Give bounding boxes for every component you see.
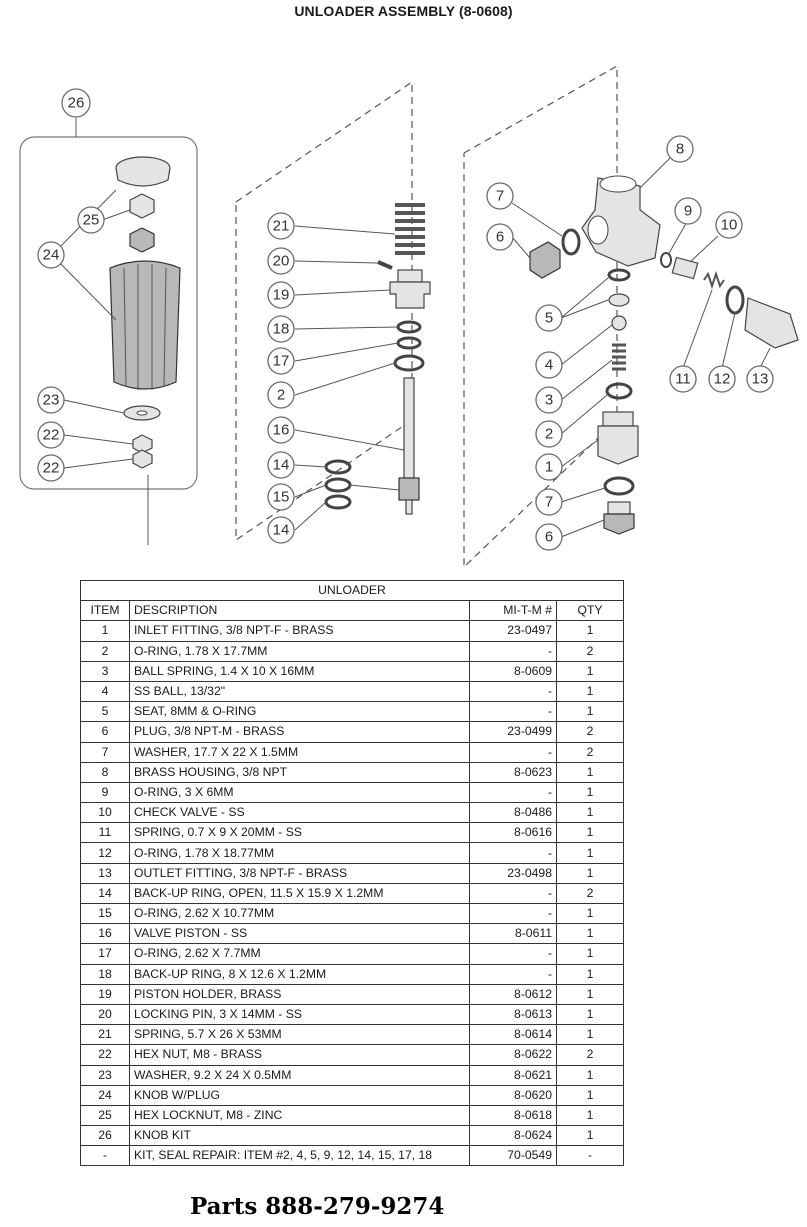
table-row bbox=[81, 742, 624, 762]
cell-item: 22 bbox=[81, 1045, 130, 1065]
callout bbox=[38, 422, 64, 448]
plug-part bbox=[530, 242, 560, 278]
callout bbox=[747, 366, 773, 392]
locking-pin-part bbox=[378, 262, 392, 268]
cell-item: 3 bbox=[81, 661, 130, 681]
table-row bbox=[81, 1126, 624, 1146]
cell-description: KNOB W/PLUG bbox=[130, 1085, 470, 1105]
cell-item: 9 bbox=[81, 782, 130, 802]
cell-part-number: - bbox=[470, 742, 557, 762]
cell-part-number: 8-0486 bbox=[470, 803, 557, 823]
cell-part-number: - bbox=[470, 944, 557, 964]
table-row bbox=[81, 782, 624, 802]
cell-item: 26 bbox=[81, 1126, 130, 1146]
cell-description: PISTON HOLDER, BRASS bbox=[130, 984, 470, 1004]
callout-label: 18 bbox=[272, 320, 290, 338]
cell-description: O-RING, 2.62 X 7.7MM bbox=[130, 944, 470, 964]
cell-description: O-RING, 1.78 X 18.77MM bbox=[130, 843, 470, 863]
table-row bbox=[81, 762, 624, 782]
callout bbox=[268, 517, 294, 543]
column-header-description: DESCRIPTION bbox=[130, 601, 470, 621]
cell-qty: 1 bbox=[557, 621, 624, 641]
o-ring-part bbox=[607, 384, 631, 398]
cell-qty: 2 bbox=[557, 722, 624, 742]
table-row bbox=[81, 823, 624, 843]
cell-description: CHECK VALVE - SS bbox=[130, 803, 470, 823]
back-up-ring-part bbox=[326, 461, 350, 473]
table-row bbox=[81, 681, 624, 701]
callout bbox=[487, 183, 513, 209]
cell-description: HEX NUT, M8 - BRASS bbox=[130, 1045, 470, 1065]
o-ring-part bbox=[395, 356, 423, 370]
cell-part-number: - bbox=[470, 883, 557, 903]
callout-label: 19 bbox=[272, 286, 290, 304]
cell-description: OUTLET FITTING, 3/8 NPT-F - BRASS bbox=[130, 863, 470, 883]
cell-qty: 2 bbox=[557, 641, 624, 661]
callout-label: 3 bbox=[544, 391, 554, 409]
cell-qty: 1 bbox=[557, 964, 624, 984]
callout bbox=[62, 89, 90, 117]
cell-qty: 1 bbox=[557, 1126, 624, 1146]
callout bbox=[268, 417, 294, 443]
table-row bbox=[81, 883, 624, 903]
callout-label: 10 bbox=[720, 216, 738, 234]
callout bbox=[716, 212, 742, 238]
cell-qty: 1 bbox=[557, 1105, 624, 1125]
cell-description: SPRING, 0.7 X 9 X 20MM - SS bbox=[130, 823, 470, 843]
cell-description: BACK-UP RING, OPEN, 11.5 X 15.9 X 1.2MM bbox=[130, 883, 470, 903]
valve-piston-part bbox=[399, 378, 419, 514]
callout-label: 15 bbox=[272, 488, 290, 506]
table-row bbox=[81, 904, 624, 924]
cell-part-number: 8-0616 bbox=[470, 823, 557, 843]
cell-item: 20 bbox=[81, 1004, 130, 1024]
cell-description: BRASS HOUSING, 3/8 NPT bbox=[130, 762, 470, 782]
cell-part-number: - bbox=[470, 681, 557, 701]
callout bbox=[268, 452, 294, 478]
callout-label: 11 bbox=[675, 370, 691, 388]
cell-qty: 1 bbox=[557, 944, 624, 964]
cell-item: 14 bbox=[81, 883, 130, 903]
cell-part-number: 8-0621 bbox=[470, 1065, 557, 1085]
cell-part-number: - bbox=[470, 702, 557, 722]
callout-label: 2 bbox=[276, 386, 286, 404]
cell-item: 2 bbox=[81, 641, 130, 661]
table-row bbox=[81, 641, 624, 661]
callout bbox=[268, 213, 294, 239]
cell-part-number: - bbox=[470, 782, 557, 802]
check-valve-part bbox=[672, 257, 697, 278]
callout bbox=[675, 198, 701, 224]
cell-qty: 1 bbox=[557, 1025, 624, 1045]
cell-item: 15 bbox=[81, 904, 130, 924]
cell-item: 5 bbox=[81, 702, 130, 722]
callout bbox=[268, 484, 294, 510]
cell-qty: 1 bbox=[557, 1065, 624, 1085]
cell-part-number: 23-0498 bbox=[470, 863, 557, 883]
callout-label: 7 bbox=[495, 187, 505, 205]
table-row bbox=[81, 1025, 624, 1045]
cell-part-number: 8-0620 bbox=[470, 1085, 557, 1105]
cell-item: 25 bbox=[81, 1105, 130, 1125]
cell-item: 1 bbox=[81, 621, 130, 641]
cell-qty: 1 bbox=[557, 762, 624, 782]
page-title: UNLOADER ASSEMBLY (8-0608) bbox=[294, 3, 513, 19]
cell-description: O-RING, 3 X 6MM bbox=[130, 782, 470, 802]
callout bbox=[536, 489, 562, 515]
table-row bbox=[81, 984, 624, 1004]
table-row bbox=[81, 944, 624, 964]
cell-description: KNOB KIT bbox=[130, 1126, 470, 1146]
o-ring-part bbox=[398, 338, 420, 348]
cell-qty: 2 bbox=[557, 883, 624, 903]
hex-nut-part bbox=[133, 450, 152, 468]
cell-description: SEAT, 8MM & O-RING bbox=[130, 702, 470, 722]
callout-label: 5 bbox=[544, 309, 554, 327]
table-row bbox=[81, 1004, 624, 1024]
callout-label: 2 bbox=[544, 425, 554, 443]
washer-part bbox=[124, 406, 160, 420]
cell-item: 10 bbox=[81, 803, 130, 823]
cell-description: BACK-UP RING, 8 X 12.6 X 1.2MM bbox=[130, 964, 470, 984]
callout-label: 17 bbox=[272, 352, 290, 370]
cell-part-number: 8-0624 bbox=[470, 1126, 557, 1146]
cell-qty: 1 bbox=[557, 803, 624, 823]
brass-housing-part bbox=[582, 176, 660, 266]
cell-part-number: 8-0623 bbox=[470, 762, 557, 782]
o-ring-part bbox=[661, 253, 671, 267]
cell-description: WASHER, 9.2 X 24 X 0.5MM bbox=[130, 1065, 470, 1085]
callout bbox=[536, 421, 562, 447]
table-row bbox=[81, 722, 624, 742]
cell-part-number: 8-0614 bbox=[470, 1025, 557, 1045]
callout-label: 9 bbox=[683, 202, 693, 220]
callout-label: 21 bbox=[272, 217, 290, 235]
cell-item: 13 bbox=[81, 863, 130, 883]
callout-label: 12 bbox=[713, 370, 731, 388]
callout bbox=[268, 348, 294, 374]
cell-description: PLUG, 3/8 NPT-M - BRASS bbox=[130, 722, 470, 742]
callout bbox=[536, 524, 562, 550]
cell-qty: - bbox=[557, 1146, 624, 1166]
plug-part bbox=[604, 502, 634, 534]
cell-item: 8 bbox=[81, 762, 130, 782]
cell-part-number: 8-0611 bbox=[470, 924, 557, 944]
table-row bbox=[81, 863, 624, 883]
callout-label: 7 bbox=[544, 493, 554, 511]
cell-item: 6 bbox=[81, 722, 130, 742]
callout bbox=[268, 382, 294, 408]
cell-part-number: - bbox=[470, 964, 557, 984]
spring-part bbox=[395, 205, 425, 253]
cell-item: 18 bbox=[81, 964, 130, 984]
callout bbox=[709, 366, 735, 392]
cell-item: 21 bbox=[81, 1025, 130, 1045]
cell-part-number: 23-0497 bbox=[470, 621, 557, 641]
table-row bbox=[81, 924, 624, 944]
callout bbox=[536, 352, 562, 378]
cell-item: 12 bbox=[81, 843, 130, 863]
callout-label: 1 bbox=[544, 458, 554, 476]
cell-qty: 1 bbox=[557, 681, 624, 701]
exploded-parts-diagram bbox=[0, 60, 807, 570]
cell-description: LOCKING PIN, 3 X 14MM - SS bbox=[130, 1004, 470, 1024]
cell-item: - bbox=[81, 1146, 130, 1166]
table-row bbox=[81, 661, 624, 681]
cell-description: O-RING, 2.62 X 10.77MM bbox=[130, 904, 470, 924]
callout bbox=[268, 248, 294, 274]
cell-item: 11 bbox=[81, 823, 130, 843]
cell-part-number: 8-0609 bbox=[470, 661, 557, 681]
washer-part bbox=[605, 478, 633, 494]
cell-qty: 1 bbox=[557, 843, 624, 863]
o-ring-part bbox=[326, 479, 350, 491]
callout-label: 23 bbox=[42, 391, 60, 409]
cell-part-number: 8-0613 bbox=[470, 1004, 557, 1024]
callout bbox=[670, 366, 696, 392]
callout bbox=[38, 387, 64, 413]
table-row bbox=[81, 1146, 624, 1166]
cell-qty: 2 bbox=[557, 742, 624, 762]
inlet-fitting-part bbox=[598, 412, 638, 464]
parts-table-body bbox=[81, 621, 624, 1166]
cell-qty: 1 bbox=[557, 863, 624, 883]
back-up-ring-part bbox=[326, 496, 350, 508]
cell-part-number: 70-0549 bbox=[470, 1146, 557, 1166]
cell-description: VALVE PISTON - SS bbox=[130, 924, 470, 944]
knob-body-part bbox=[110, 261, 180, 390]
table-row bbox=[81, 1085, 624, 1105]
callout bbox=[268, 282, 294, 308]
callout-label: 4 bbox=[544, 356, 554, 374]
cell-part-number: 8-0622 bbox=[470, 1045, 557, 1065]
callout-label: 22 bbox=[42, 459, 60, 477]
callout bbox=[38, 455, 64, 481]
ball-part bbox=[612, 316, 626, 330]
callout-label: 13 bbox=[751, 370, 769, 388]
callout bbox=[268, 316, 294, 342]
cell-qty: 1 bbox=[557, 984, 624, 1004]
callout bbox=[536, 387, 562, 413]
table-row bbox=[81, 1045, 624, 1065]
callout-label: 26 bbox=[67, 94, 85, 112]
piston-holder-part bbox=[390, 270, 430, 308]
knob-cap-part bbox=[116, 157, 170, 186]
table-row bbox=[81, 1105, 624, 1125]
cell-qty: 1 bbox=[557, 823, 624, 843]
washer-part bbox=[563, 230, 579, 254]
cell-qty: 1 bbox=[557, 702, 624, 722]
callout-label: 6 bbox=[495, 228, 505, 246]
callout-label: 14 bbox=[272, 521, 290, 539]
callout-label: 6 bbox=[544, 528, 554, 546]
outlet-fitting-part bbox=[745, 298, 798, 348]
cell-part-number: 8-0618 bbox=[470, 1105, 557, 1125]
callout-label: 24 bbox=[42, 246, 60, 264]
seat-part bbox=[609, 270, 629, 280]
cell-part-number: - bbox=[470, 641, 557, 661]
callout-label: 8 bbox=[675, 140, 685, 158]
cell-description: INLET FITTING, 3/8 NPT-F - BRASS bbox=[130, 621, 470, 641]
table-row bbox=[81, 843, 624, 863]
cell-qty: 1 bbox=[557, 1085, 624, 1105]
callout bbox=[78, 207, 104, 233]
cell-description: O-RING, 1.78 X 17.7MM bbox=[130, 641, 470, 661]
callout-label: 22 bbox=[42, 426, 60, 444]
column-header-item: ITEM bbox=[81, 601, 130, 621]
column-header-qty: QTY bbox=[557, 601, 624, 621]
parts-phone-number: Parts 888-279-9274 bbox=[190, 1193, 445, 1220]
table-row bbox=[81, 964, 624, 984]
cell-qty: 1 bbox=[557, 1004, 624, 1024]
cell-item: 24 bbox=[81, 1085, 130, 1105]
cell-qty: 1 bbox=[557, 924, 624, 944]
cell-qty: 2 bbox=[557, 1045, 624, 1065]
column-header-part-number: MI-T-M # bbox=[470, 601, 557, 621]
piston-assembly-outline bbox=[236, 82, 412, 540]
cell-qty: 1 bbox=[557, 782, 624, 802]
cell-item: 16 bbox=[81, 924, 130, 944]
callout-label: 25 bbox=[82, 211, 100, 229]
hex-locknut-part bbox=[130, 194, 154, 218]
cell-item: 19 bbox=[81, 984, 130, 1004]
callout bbox=[536, 305, 562, 331]
callout bbox=[536, 454, 562, 480]
table-caption: UNLOADER bbox=[81, 581, 624, 601]
callout-label: 20 bbox=[272, 252, 290, 270]
cell-part-number: - bbox=[470, 843, 557, 863]
table-row bbox=[81, 1065, 624, 1085]
cell-part-number: - bbox=[470, 904, 557, 924]
callout-label: 16 bbox=[272, 421, 290, 439]
cell-qty: 1 bbox=[557, 904, 624, 924]
table-row bbox=[81, 621, 624, 641]
table-row bbox=[81, 803, 624, 823]
cell-part-number: 23-0499 bbox=[470, 722, 557, 742]
cell-part-number: 8-0612 bbox=[470, 984, 557, 1004]
cell-item: 23 bbox=[81, 1065, 130, 1085]
callout bbox=[667, 136, 693, 162]
cell-qty: 1 bbox=[557, 661, 624, 681]
callout bbox=[38, 242, 64, 268]
spring-part bbox=[704, 274, 724, 286]
callout bbox=[487, 224, 513, 250]
cell-description: KIT, SEAL REPAIR: ITEM #2, 4, 5, 9, 12, 14, 15, 17, 18 bbox=[130, 1146, 470, 1166]
cell-description: SS BALL, 13/32" bbox=[130, 681, 470, 701]
cell-item: 4 bbox=[81, 681, 130, 701]
cell-item: 7 bbox=[81, 742, 130, 762]
parts-table bbox=[80, 580, 624, 1166]
back-up-ring-part bbox=[398, 322, 420, 332]
seat-part bbox=[609, 294, 629, 306]
cell-description: HEX LOCKNUT, M8 - ZINC bbox=[130, 1105, 470, 1125]
cell-item: 17 bbox=[81, 944, 130, 964]
ball-spring-part bbox=[612, 345, 626, 369]
knob-plug-part bbox=[130, 228, 154, 252]
callout-label: 14 bbox=[272, 456, 290, 474]
cell-description: WASHER, 17.7 X 22 X 1.5MM bbox=[130, 742, 470, 762]
table-row bbox=[81, 702, 624, 722]
cell-description: SPRING, 5.7 X 26 X 53MM bbox=[130, 1025, 470, 1045]
cell-description: BALL SPRING, 1.4 X 10 X 16MM bbox=[130, 661, 470, 681]
o-ring-part bbox=[727, 287, 743, 313]
